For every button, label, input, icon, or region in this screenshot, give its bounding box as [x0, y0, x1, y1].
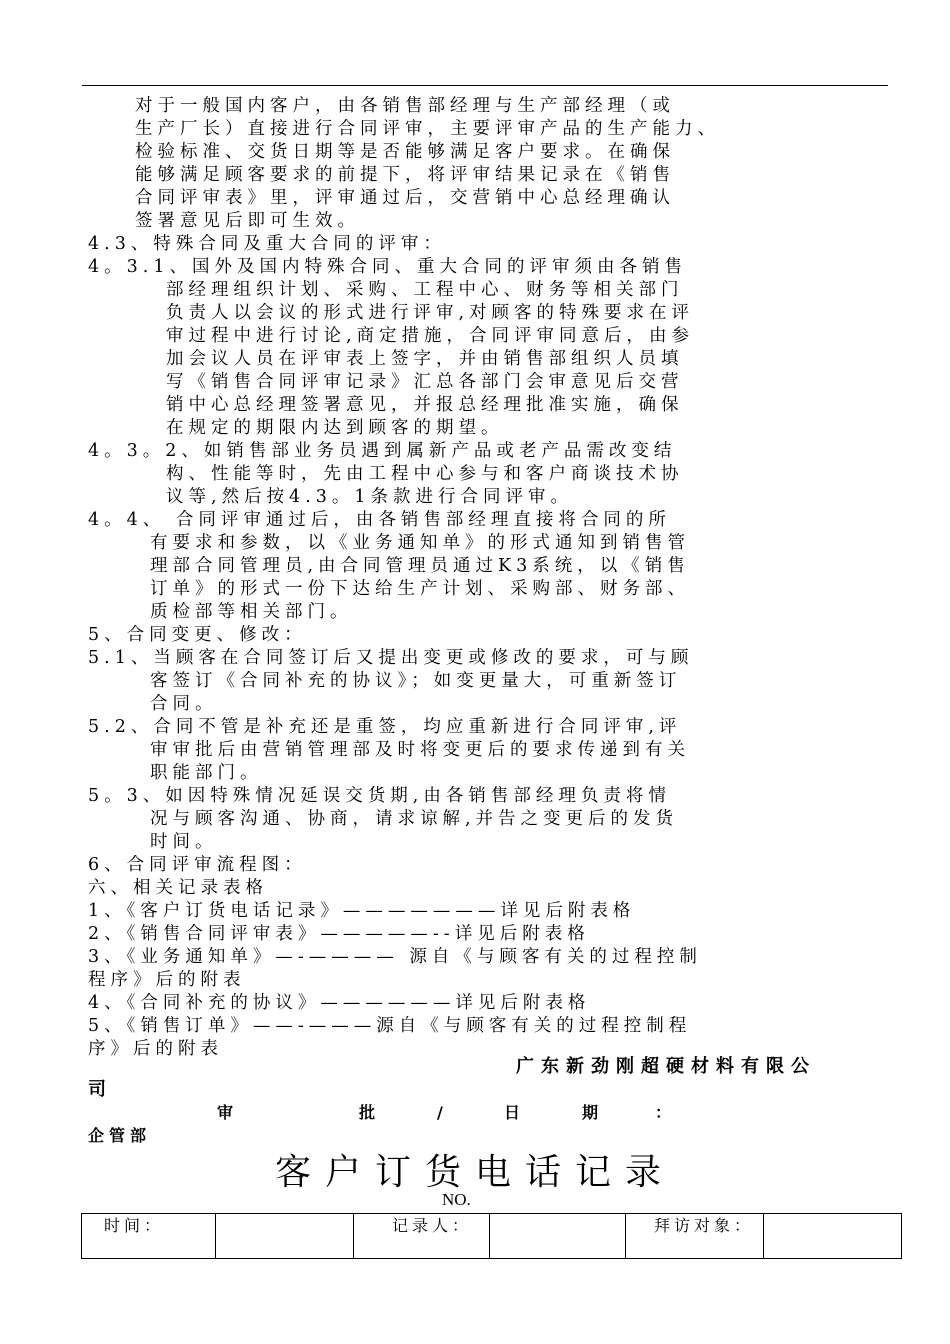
record-list-item: 1、《客户订货电话记录》———————详见后附表格	[88, 901, 636, 921]
paragraph-line: 议等,然后按4.3。1条款进行合同评审。	[166, 487, 574, 507]
approval-label: /	[437, 1103, 448, 1122]
recorder-value-cell[interactable]	[490, 1214, 626, 1259]
paragraph-line: 能够满足顾客要求的前提下，将评审结果记录在《销售	[135, 165, 675, 185]
recorder-label-cell: 记录人：	[354, 1214, 490, 1259]
header-rule	[82, 85, 888, 86]
paragraph-line: 对于一般国内客户，由各销售部经理与生产部经理（或	[135, 96, 675, 116]
time-value-cell[interactable]	[216, 1214, 354, 1259]
record-list-item: 2、《销售合同评审表》—————--详见后附表格	[88, 924, 590, 944]
paragraph-line: 在规定的期限内达到顾客的期望。	[166, 418, 504, 438]
approval-label: 审	[217, 1103, 239, 1122]
paragraph-line: 职能部门。	[150, 763, 263, 783]
paragraph-line: 理部合同管理员,由合同管理员通过K3系统，以《销售	[150, 556, 690, 576]
paragraph-line: 5.1、当顾客在合同签订后又提出变更或修改的要求，可与顾	[88, 648, 694, 668]
paragraph-line: 5。3、如因特殊情况延误交货期,由各销售部经理负责将情	[88, 786, 671, 806]
paragraph-line: 合同评审表》里，评审通过后，交营销中心总经理确认	[135, 188, 675, 208]
approval-label: 期	[582, 1103, 604, 1122]
visit-target-value-cell[interactable]	[764, 1214, 902, 1259]
paragraph-line: 加会议人员在评审表上签字，并由销售部组织人员填	[166, 349, 684, 369]
company-name-continued: 司	[88, 1079, 111, 1100]
paragraph-line: 订单》的形式一份下达给生产计划、采购部、财务部、	[150, 579, 690, 599]
paragraph-line: 客签订《合同补充的协议》；如变更量大，可重新签订	[150, 671, 682, 691]
record-list-item: 程序》后的附表	[88, 970, 246, 990]
paragraph-line: 写《销售合同评审记录》汇总各部门会审意见后交营	[166, 372, 684, 392]
record-list-item: 5、《销售订单》——-———源自《与顾客有关的过程控制程	[88, 1016, 692, 1036]
section-heading: 6、合同评审流程图：	[88, 855, 307, 875]
approval-label: 日	[504, 1103, 526, 1122]
department-label: 企管部	[88, 1126, 152, 1145]
paragraph-line: 检验标准、交货日期等是否能够满足客户要求。在确保	[135, 142, 675, 162]
paragraph-line: 有要求和参数，以《业务通知单》的形式通知到销售管	[150, 533, 690, 553]
record-list-item: 4、《合同补充的协议》——————详见后附表格	[88, 993, 591, 1013]
paragraph-line: 生产厂长）直接进行合同评审，主要评审产品的生产能力、	[135, 119, 720, 139]
paragraph-line: 5.2、合同不管是补充还是重签，均应重新进行合同评审,评	[88, 717, 682, 737]
paragraph-line: 审审批后由营销管理部及时将变更后的要求传递到有关	[150, 740, 690, 760]
call-record-table	[81, 1213, 902, 1259]
paragraph-line: 签署意见后即可生效。	[135, 211, 360, 231]
paragraph-line: 负责人以会议的形式进行评审,对顾客的特殊要求在评	[166, 303, 695, 323]
record-list-item: 3、《业务通知单》—-———— 源自《与顾客有关的过程控制	[88, 947, 702, 967]
record-list-item: 序》后的附表	[88, 1039, 223, 1059]
section-heading: 六、相关记录表格	[88, 878, 268, 898]
time-label-cell: 时间：	[82, 1214, 216, 1259]
company-name: 广东新劲刚超硬材料有限公	[516, 1056, 816, 1077]
paragraph-line: 销中心总经理签署意见，并报总经理批准实施，确保	[166, 395, 684, 415]
paragraph-line: 4。3.1、国外及国内特殊合同、重大合同的评审须由各销售	[88, 257, 687, 277]
paragraph-line: 时间。	[150, 832, 218, 852]
section-heading: 5、合同变更、修改：	[88, 625, 307, 645]
paragraph-line: 合同。	[150, 694, 218, 714]
paragraph-line: 构、性能等时，先由工程中心参与和客户商谈技术协	[166, 464, 684, 484]
form-title: 客户订货电话记录	[274, 1152, 675, 1193]
paragraph-line: 质检部等相关部门。	[150, 602, 353, 622]
paragraph-line: 4。4、 合同评审通过后，由各销售部经理直接将合同的所	[88, 510, 671, 530]
table-row	[82, 1214, 902, 1259]
paragraph-line: 况与顾客沟通、协商，请求谅解,并告之变更后的发货	[150, 809, 679, 829]
approval-label: ：	[655, 1103, 677, 1122]
visit-target-label-cell: 拜访对象：	[626, 1214, 764, 1259]
paragraph-line: 部经理组织计划、采购、工程中心、财务等相关部门	[166, 280, 684, 300]
approval-label: 批	[359, 1103, 381, 1122]
paragraph-line: 4。3。2、如销售部业务员遇到属新产品或老产品需改变结	[88, 441, 677, 461]
paragraph-line: 审过程中进行讨论,商定措施，合同评审同意后，由参	[166, 326, 695, 346]
section-heading: 4.3、特殊合同及重大合同的评审：	[88, 234, 446, 254]
form-number-label: NO.	[442, 1190, 471, 1209]
